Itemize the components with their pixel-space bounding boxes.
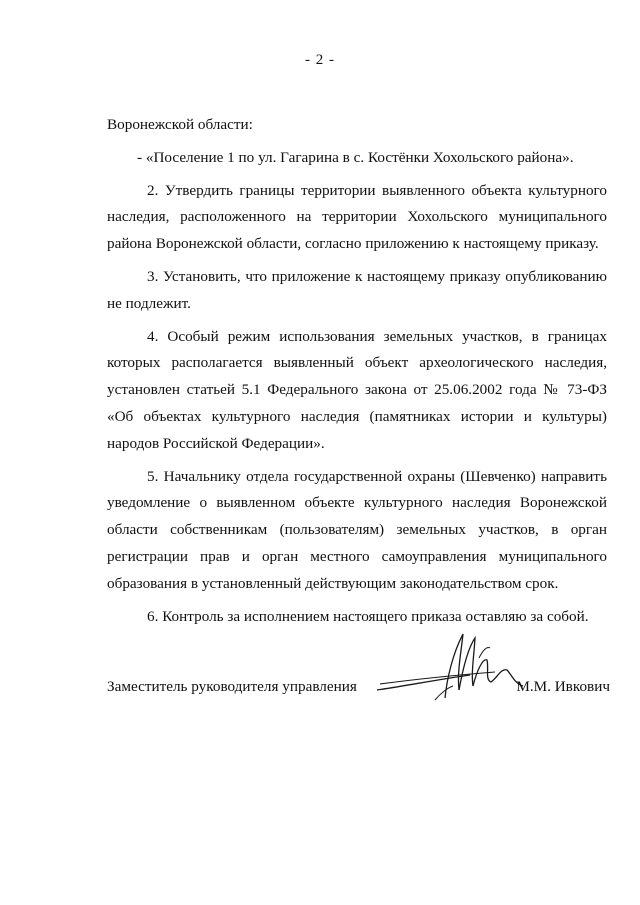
signatory-name: М.М. Ивкович [516, 678, 610, 695]
paragraph-item-4: 4. Особый режим использования земельных участков, в границах которых располагается выявленный объект археологического наследия, установлен статьей 5.1 Федерального закона от 25.06.2002 года № 73-ФЗ «Об объектах культурного наследия (памятниках истории и культуры) народов Российской Федерации». [107, 327, 607, 452]
paragraph-item-2: 2. Утвердить границы территории выявленного объекта культурного наследия, расположенного на территории Хохольского муниципального района Воронежской области, согласно приложению к настоящему приказу. [107, 181, 607, 253]
signatory-title: Заместитель руководителя управления [107, 678, 357, 695]
handwritten-signature [375, 628, 525, 708]
paragraph-settlement-item: - «Поселение 1 по ул. Гагарина в с. Костёнки Хохольского района». [137, 148, 574, 166]
page-number: - 2 - [305, 52, 335, 68]
paragraph-continuation: Воронежской области: [107, 116, 253, 133]
signature-block [107, 668, 610, 708]
paragraph-item-6: 6. Контроль за исполнением настоящего приказа оставляю за собой. [147, 607, 589, 625]
document-body [107, 112, 607, 630]
paragraph-item-5: 5. Начальнику отдела государственной охраны (Шевченко) направить уведомление о выявленном объекте культурного наследия Воронежской области собственникам (пользователям) земельных участков, в орган регистрации прав и орган местного самоуправления муниципального образования в установленный действующим законодательством срок. [107, 467, 607, 592]
paragraph-item-3: 3. Установить, что приложение к настоящему приказу опубликованию не подлежит. [107, 267, 607, 312]
